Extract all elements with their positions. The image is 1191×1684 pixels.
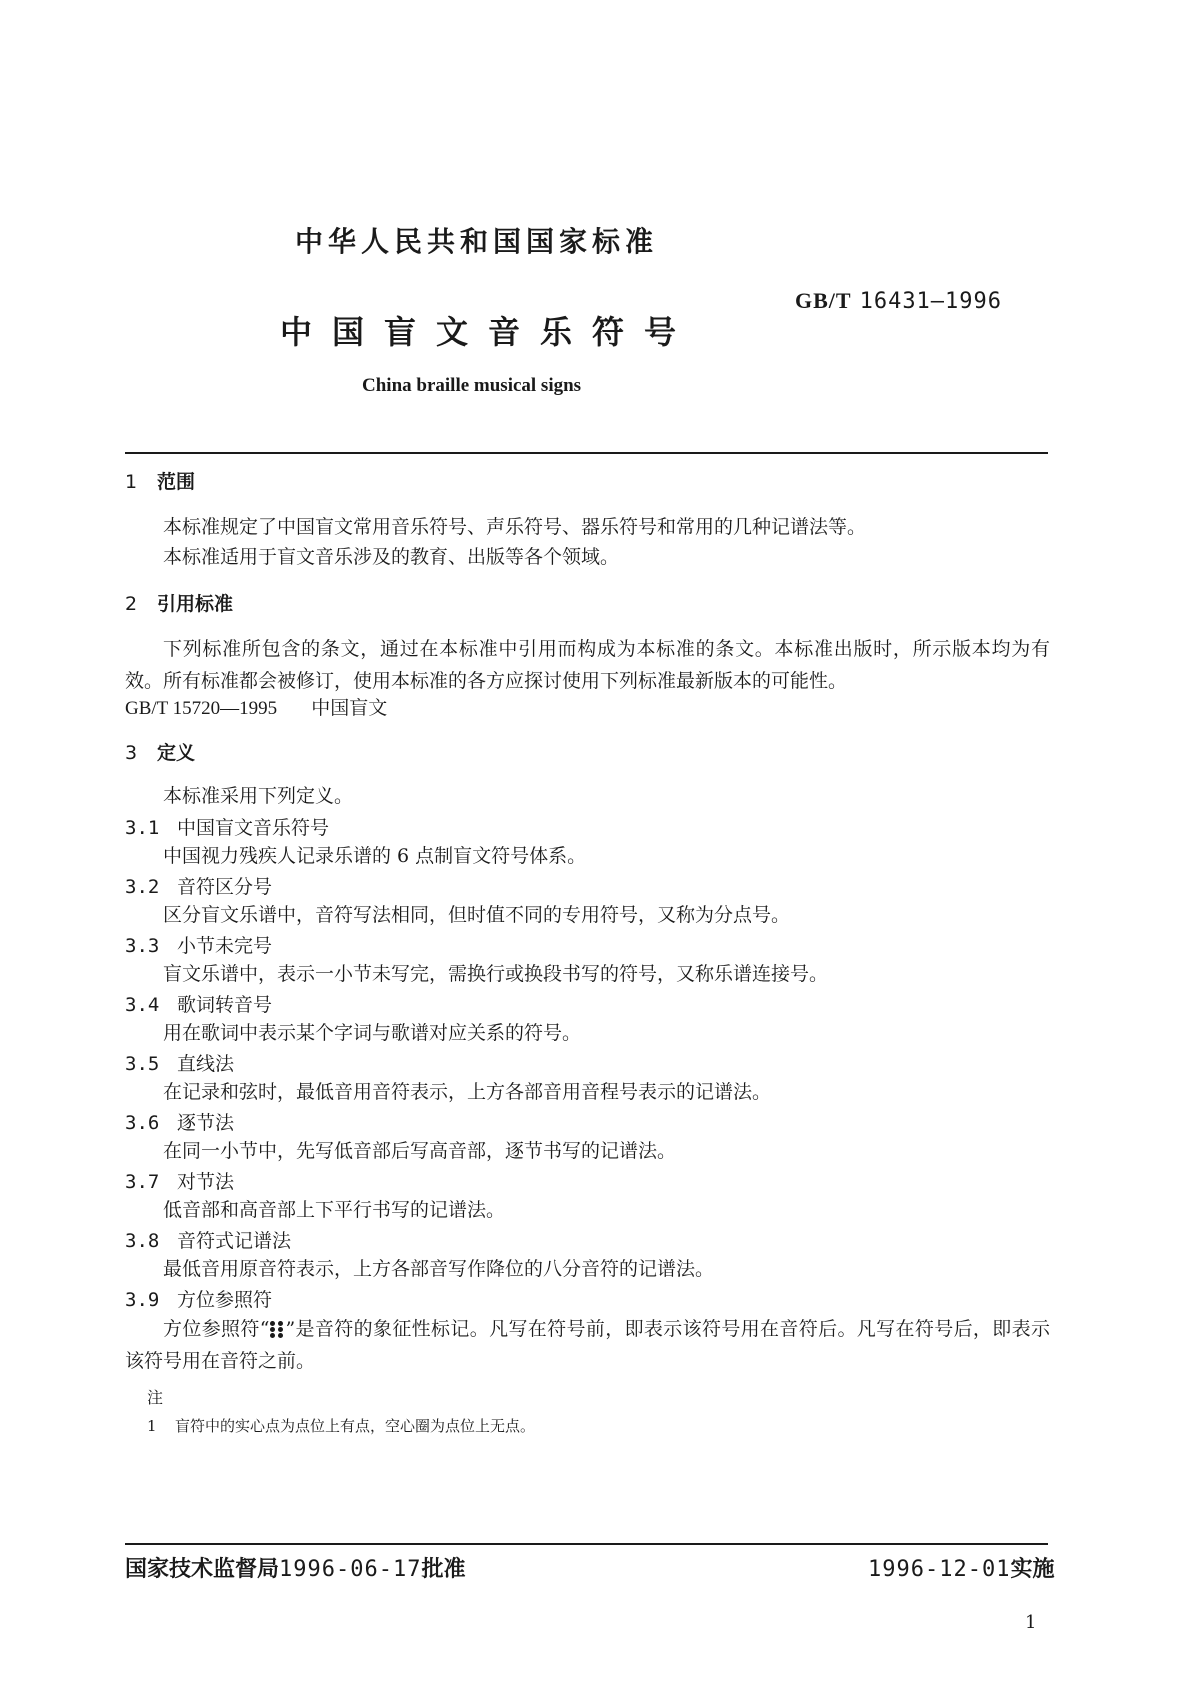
definition-3-3-term xyxy=(125,931,272,958)
approving-authority: 国家技术监督局 xyxy=(125,1557,280,1582)
section-1-paragraph-2: 本标准适用于盲文音乐涉及的教育、出版等各个领域。 xyxy=(163,546,620,568)
term: 直线法 xyxy=(177,1053,235,1075)
term: 对节法 xyxy=(177,1171,235,1193)
note-label: 注 xyxy=(147,1388,164,1407)
section-3-heading xyxy=(125,738,195,765)
term: 歌词转音号 xyxy=(177,994,273,1016)
implementation-info xyxy=(868,1552,1054,1583)
normative-reference xyxy=(125,695,387,722)
term: 音符式记谱法 xyxy=(177,1230,292,1252)
clause-number: 3.6 xyxy=(125,1112,160,1134)
clause-number: 3.3 xyxy=(125,935,160,957)
header-divider xyxy=(125,452,1048,454)
section-1-paragraph-1: 本标准规定了中国盲文常用音乐符号、声乐符号、器乐符号和常用的几种记谱法等。 xyxy=(163,516,867,538)
definition-3-4-text: 用在歌词中表示某个字词与歌谱对应关系的符号。 xyxy=(163,1022,582,1044)
term: 音符区分号 xyxy=(177,876,273,898)
section-title: 引用标准 xyxy=(157,593,234,615)
definition-3-6-text: 在同一小节中，先写低音部后写高音部，逐节书写的记谱法。 xyxy=(163,1140,677,1162)
clause-number: 3.8 xyxy=(125,1230,160,1252)
definition-3-9-term xyxy=(125,1285,272,1312)
clause-number: 3.2 xyxy=(125,876,160,898)
note-text: 盲符中的实心点为点位上有点，空心圈为点位上无点。 xyxy=(175,1417,536,1435)
approval-info xyxy=(125,1552,465,1583)
term: 逐节法 xyxy=(177,1112,235,1134)
term: 方位参照符 xyxy=(177,1289,273,1311)
definition-3-8-text: 最低音用原音符表示，上方各部音写作降位的八分音符的记谱法。 xyxy=(163,1258,715,1280)
page-number: 1 xyxy=(1025,1612,1037,1633)
footer-divider xyxy=(125,1543,1048,1545)
approval-label: 批准 xyxy=(421,1557,466,1582)
section-title: 定义 xyxy=(157,742,196,764)
note-item xyxy=(147,1415,535,1436)
braille-cell-icon xyxy=(270,1321,284,1339)
definition-3-2-text: 区分盲文乐谱中，音符写法相同，但时值不同的专用符号，又称为分点号。 xyxy=(163,904,791,926)
section-number: 3 xyxy=(125,742,138,764)
approval-date: 1996-06-17 xyxy=(279,1557,422,1582)
implementation-date: 1996-12-01 xyxy=(868,1557,1011,1582)
standard-code xyxy=(795,288,1002,314)
term: 中国盲文音乐符号 xyxy=(177,817,330,839)
definition-3-1-term xyxy=(125,813,329,840)
definition-3-4-term xyxy=(125,990,272,1017)
section-2-paragraph: 下列标准所包含的条文，通过在本标准中引用而构成为本标准的条文。本标准出版时，所示版本均为有效。所有标准都会被修订，使用本标准的各方应探讨使用下列标准最新版本的可能性。 xyxy=(125,638,1050,692)
clause-number: 3.1 xyxy=(125,817,160,839)
definition-3-9-text-before: 方位参照符“ xyxy=(163,1318,270,1340)
term: 小节未完号 xyxy=(177,935,273,957)
standard-category-title: 中华人民共和国国家标准 xyxy=(295,225,659,258)
definition-3-5-term xyxy=(125,1049,234,1076)
standard-code-prefix: GB/T xyxy=(795,288,852,313)
definition-3-3-text: 盲文乐谱中，表示一小节未写完，需换行或换段书写的符号，又称乐谱连接号。 xyxy=(163,963,829,985)
section-number: 2 xyxy=(125,593,138,615)
clause-number: 3.9 xyxy=(125,1289,160,1311)
reference-title: 中国盲文 xyxy=(311,697,388,719)
section-1-heading xyxy=(125,467,195,494)
reference-code: GB/T 15720—1995 xyxy=(125,698,278,719)
document-title-cn: 中国盲文音乐符号 xyxy=(280,313,697,351)
document-title-en: China braille musical signs xyxy=(362,375,582,396)
implementation-label: 实施 xyxy=(1010,1557,1055,1582)
definition-3-9-text xyxy=(125,1313,1050,1377)
definition-3-5-text: 在记录和弦时，最低音用音符表示，上方各部音用音程号表示的记谱法。 xyxy=(163,1081,772,1103)
clause-number: 3.5 xyxy=(125,1053,160,1075)
section-2-heading xyxy=(125,589,233,616)
standard-code-number: 16431—1996 xyxy=(859,289,1003,314)
clause-number: 3.4 xyxy=(125,994,160,1016)
definition-3-2-term xyxy=(125,872,272,899)
definition-3-8-term xyxy=(125,1226,291,1253)
definition-3-6-term xyxy=(125,1108,234,1135)
section-3-intro: 本标准采用下列定义。 xyxy=(163,785,354,807)
definition-3-7-text: 低音部和高音部上下平行书写的记谱法。 xyxy=(163,1199,506,1221)
definition-3-9-text-after: ”是音符的象征性标记。凡写在符号前，即表示该符号用在音符后。凡写在符号后，即表示该符号用在音符之前。 xyxy=(125,1318,1050,1372)
note-number: 1 xyxy=(147,1417,157,1435)
section-title: 范围 xyxy=(157,471,196,493)
section-number: 1 xyxy=(125,471,138,493)
definition-3-7-term xyxy=(125,1167,234,1194)
definition-3-1-text: 中国视力残疾人记录乐谱的 6 点制盲文符号体系。 xyxy=(163,845,587,867)
clause-number: 3.7 xyxy=(125,1171,160,1193)
